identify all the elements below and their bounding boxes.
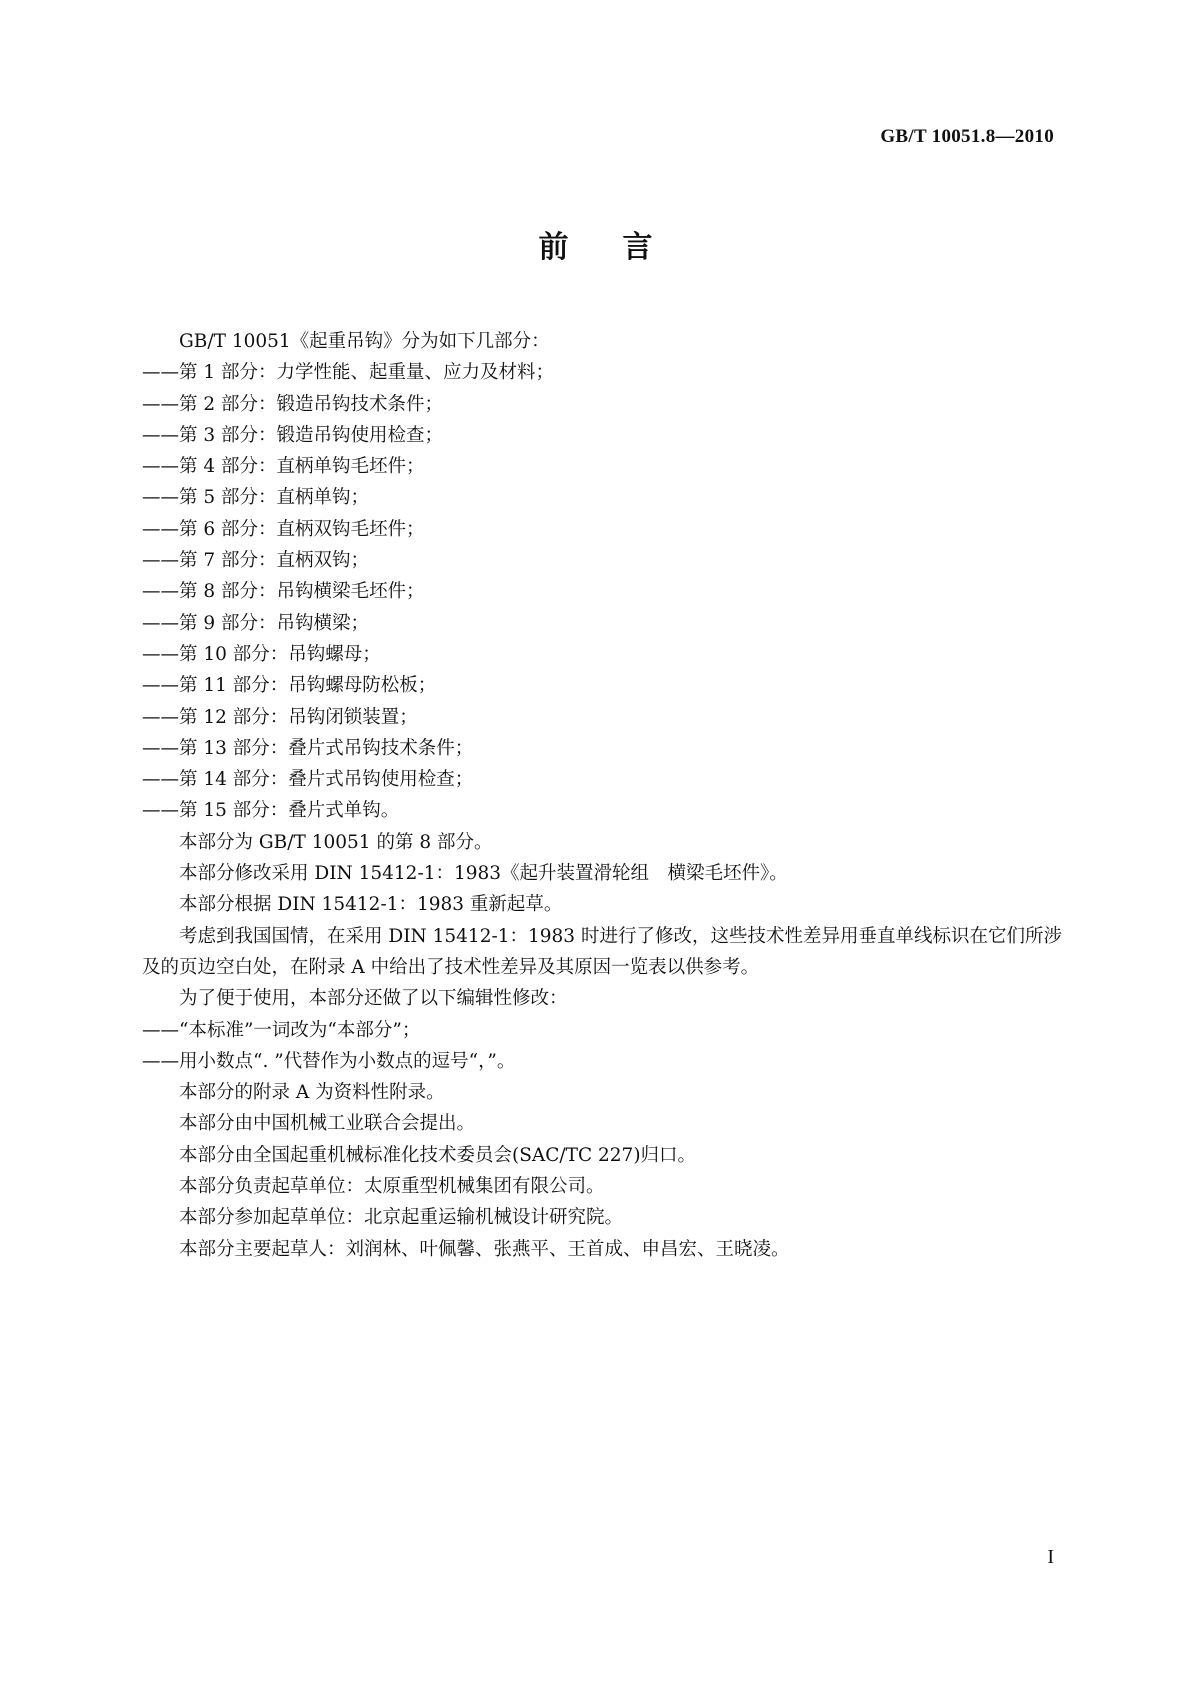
part-list-item: ——第 5 部分：直柄单钩； <box>142 487 370 509</box>
editorial-change-item: ——用小数点“. ”代替作为小数点的逗号“，”。 <box>142 1050 516 1072</box>
part-list-item: ——第 10 部分：吊钩螺母； <box>142 643 381 665</box>
part-list-item: ——第 13 部分：叠片式吊钩技术条件； <box>142 737 474 759</box>
part-list-item: ——第 3 部分：锻造吊钩使用检查； <box>142 424 444 446</box>
part-of-statement: 本部分为 GB/T 10051 的第 8 部分。 <box>179 831 493 853</box>
part-list-item: ——第 9 部分：吊钩横梁； <box>142 612 370 634</box>
differences-paragraph: 考虑到我国国情，在采用 DIN 15412-1：1983 时进行了修改，这些技术性差异用垂直单线标识在它们所涉及的页边空白处，在附录 A 中给出了技术性差异及其原因一览表以供参考。 <box>142 925 1062 978</box>
committee-statement: 本部分由全国起重机械标准化技术委员会(SAC/TC 227)归口。 <box>179 1144 697 1166</box>
drafted-from-statement: 本部分根据 DIN 15412-1：1983 重新起草。 <box>179 894 563 916</box>
page-title: 前言 <box>538 230 707 265</box>
responsible-drafter-statement: 本部分负责起草单位：太原重型机械集团有限公司。 <box>179 1176 605 1198</box>
participating-drafter-statement: 本部分参加起草单位：北京起重运输机械设计研究院。 <box>179 1207 624 1229</box>
document-body <box>142 326 1062 1265</box>
part-list-item: ——第 14 部分：叠片式吊钩使用检查； <box>142 769 474 791</box>
part-list-item: ——第 1 部分：力学性能、起重量、应力及材料； <box>142 362 555 384</box>
part-list-item: ——第 7 部分：直柄双钩； <box>142 550 370 572</box>
part-list-item: ——第 6 部分：直柄双钩毛坯件； <box>142 518 425 540</box>
page-number: I <box>1047 1546 1054 1568</box>
proposer-statement: 本部分由中国机械工业联合会提出。 <box>179 1113 476 1135</box>
editorial-change-item: ——“本标准”一词改为“本部分”； <box>142 1019 421 1041</box>
part-list-item: ——第 11 部分：吊钩螺母防松板； <box>142 675 437 697</box>
part-list-item: ——第 4 部分：直柄单钩毛坯件； <box>142 456 425 478</box>
main-drafters-statement: 本部分主要起草人：刘润林、叶佩馨、张燕平、王首成、申昌宏、王晓凌。 <box>179 1238 790 1260</box>
intro-paragraph: GB/T 10051《起重吊钩》分为如下几部分： <box>179 331 550 352</box>
part-list-item: ——第 2 部分：锻造吊钩技术条件； <box>142 393 444 415</box>
standard-number: GB/T 10051.8—2010 <box>880 126 1054 147</box>
part-list-item: ——第 15 部分：叠片式单钩。 <box>142 800 400 822</box>
part-list-item: ——第 12 部分：吊钩闭锁装置； <box>142 706 418 728</box>
annex-statement: 本部分的附录 A 为资料性附录。 <box>179 1082 445 1104</box>
editorial-intro: 为了便于使用，本部分还做了以下编辑性修改： <box>179 988 568 1010</box>
part-list-item: ——第 8 部分：吊钩横梁毛坯件； <box>142 581 425 603</box>
adoption-statement: 本部分修改采用 DIN 15412-1：1983《起升装置滑轮组 横梁毛坯件》。 <box>179 863 788 885</box>
